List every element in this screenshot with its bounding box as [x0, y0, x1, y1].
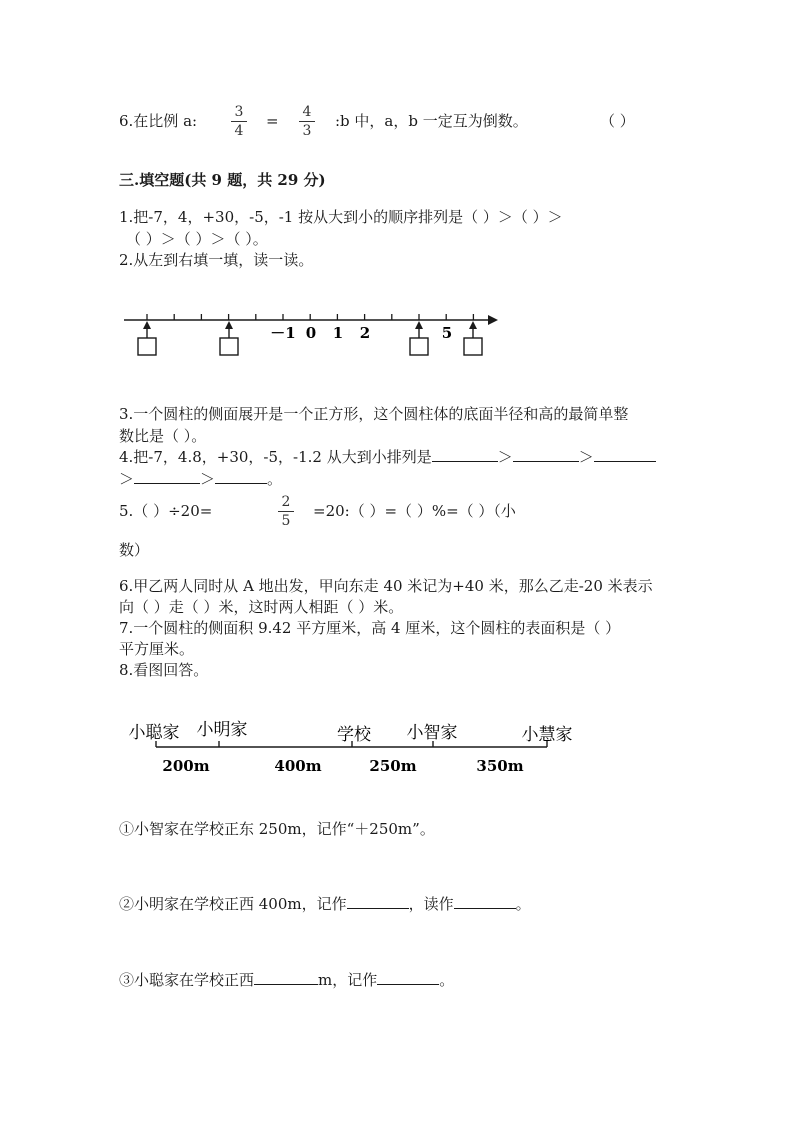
q6-line-1: 6.甲乙两人同时从 A 地出发，甲向东走 40 米记为+40 米，那么乙走-20 米表示 [119, 577, 653, 595]
answer-box-with-arrow[interactable] [220, 321, 238, 355]
fraction-numerator: 2 [281, 494, 291, 510]
greater-than-sign: ＞ [200, 470, 216, 488]
q6-line-2: 向（ ）走（ ）米，这时两人相距（ ）米。 [119, 598, 404, 616]
q7-line-2: 平方厘米。 [119, 640, 195, 658]
q1-line-1: 1.把-7，4，+30，-5，-1 按从大到小的顺序排列是（ ）＞（ ）＞ [119, 208, 563, 226]
number-line-label: 5 [441, 324, 453, 342]
q8-sub-1: ①小智家在学校正东 250m，记作“＋250m”。 [119, 820, 435, 838]
q5-suffix: =20:（ ）=（ ）%=（ ）（小 [313, 502, 516, 520]
place-label: 学校 [337, 725, 371, 745]
greater-than-sign: ＞ [578, 448, 594, 466]
judge-q6-prefix: 6.在比例 a: [119, 112, 198, 130]
q8-text: 8.看图回答。 [119, 661, 209, 679]
answer-box-with-arrow[interactable] [410, 321, 428, 355]
q4-line-1 [119, 447, 656, 467]
answer-blank[interactable] [513, 447, 579, 462]
distance-label: 350m [476, 757, 524, 775]
judge-q6-answer-paren[interactable]: （ ） [600, 112, 635, 130]
arrow-up-icon [225, 321, 233, 329]
answer-blank[interactable] [377, 970, 439, 985]
place-label: 小聪家 [128, 723, 180, 743]
q4-line-2 [119, 469, 282, 489]
judge-q6-equals: = [266, 112, 279, 130]
fraction-numerator: 3 [234, 104, 244, 120]
q7-line-1: 7.一个圆柱的侧面积 9.42 平方厘米，高 4 厘米，这个圆柱的表面积是（ ） [119, 619, 621, 637]
q3-line-1: 3.一个圆柱的侧面展开是一个正方形，这个圆柱体的底面半径和高的最简单整 [119, 405, 629, 423]
answer-box [410, 338, 428, 355]
answer-box [138, 338, 156, 355]
q2-text: 2.从左到右填一填，读一读。 [119, 251, 314, 269]
answer-blank[interactable] [454, 894, 516, 909]
arrow-up-icon [143, 321, 151, 329]
period: 。 [515, 895, 531, 913]
q3-line-2: 数比是（ ）。 [119, 427, 207, 445]
answer-box [464, 338, 482, 355]
answer-blank[interactable] [215, 469, 267, 484]
period: 。 [439, 971, 455, 989]
answer-box-with-arrow[interactable] [464, 321, 482, 355]
number-line-label: 1 [332, 324, 344, 342]
place-label: 小智家 [406, 723, 458, 743]
q5-line-2: 数） [119, 541, 150, 559]
number-line-label: －1 [270, 324, 296, 342]
place-label: 小慧家 [521, 725, 573, 745]
q8-sub-3-text: ③小聪家在学校正西 [119, 971, 255, 989]
greater-than-sign: ＞ [119, 470, 135, 488]
answer-box [220, 338, 238, 355]
answer-blank[interactable] [254, 970, 318, 985]
answer-box-with-arrow[interactable] [138, 321, 156, 355]
fraction-denominator: 3 [302, 123, 312, 139]
answer-blank[interactable] [432, 447, 498, 462]
answer-blank[interactable] [594, 447, 656, 462]
q4-prompt: 4.把-7，4.8，+30，-5，-1.2 从大到小排列是 [119, 448, 432, 466]
place-label: 小明家 [196, 720, 248, 740]
answer-blank[interactable] [347, 894, 409, 909]
q8-sub-3-record-label: m，记作 [318, 971, 378, 989]
distance-label: 400m [274, 757, 322, 775]
greater-than-sign: ＞ [497, 448, 513, 466]
q5-fraction [275, 494, 297, 529]
section-title: 三.填空题(共 9 题，共 29 分) [119, 171, 326, 189]
number-line-ticks [147, 314, 473, 320]
arrow-up-icon [469, 321, 477, 329]
distance-label: 250m [369, 757, 417, 775]
answer-blank[interactable] [134, 469, 200, 484]
distance-diagram [0, 700, 794, 790]
number-line-figure [0, 0, 794, 380]
q8-sub-3 [119, 970, 454, 990]
judge-q6-suffix: :b 中，a，b 一定互为倒数。 [335, 112, 528, 130]
arrow-head-icon [488, 315, 498, 325]
q1-line-2: （ ）＞（ ）＞（ ）。 [126, 230, 268, 248]
fraction-denominator: 5 [281, 513, 291, 529]
q8-sub-2 [119, 894, 531, 914]
fraction-denominator: 4 [234, 123, 244, 139]
arrow-up-icon [415, 321, 423, 329]
number-line-label: 2 [359, 324, 371, 342]
q5-prefix: 5.（ ）÷20= [119, 502, 213, 520]
distance-label: 200m [162, 757, 210, 775]
fraction-numerator: 4 [302, 104, 312, 120]
q8-sub-2-read-label: ，读作 [408, 895, 454, 913]
period: 。 [267, 470, 283, 488]
number-line-label: 0 [305, 324, 317, 342]
q8-sub-2-text: ②小明家在学校正西 400m，记作 [119, 895, 347, 913]
